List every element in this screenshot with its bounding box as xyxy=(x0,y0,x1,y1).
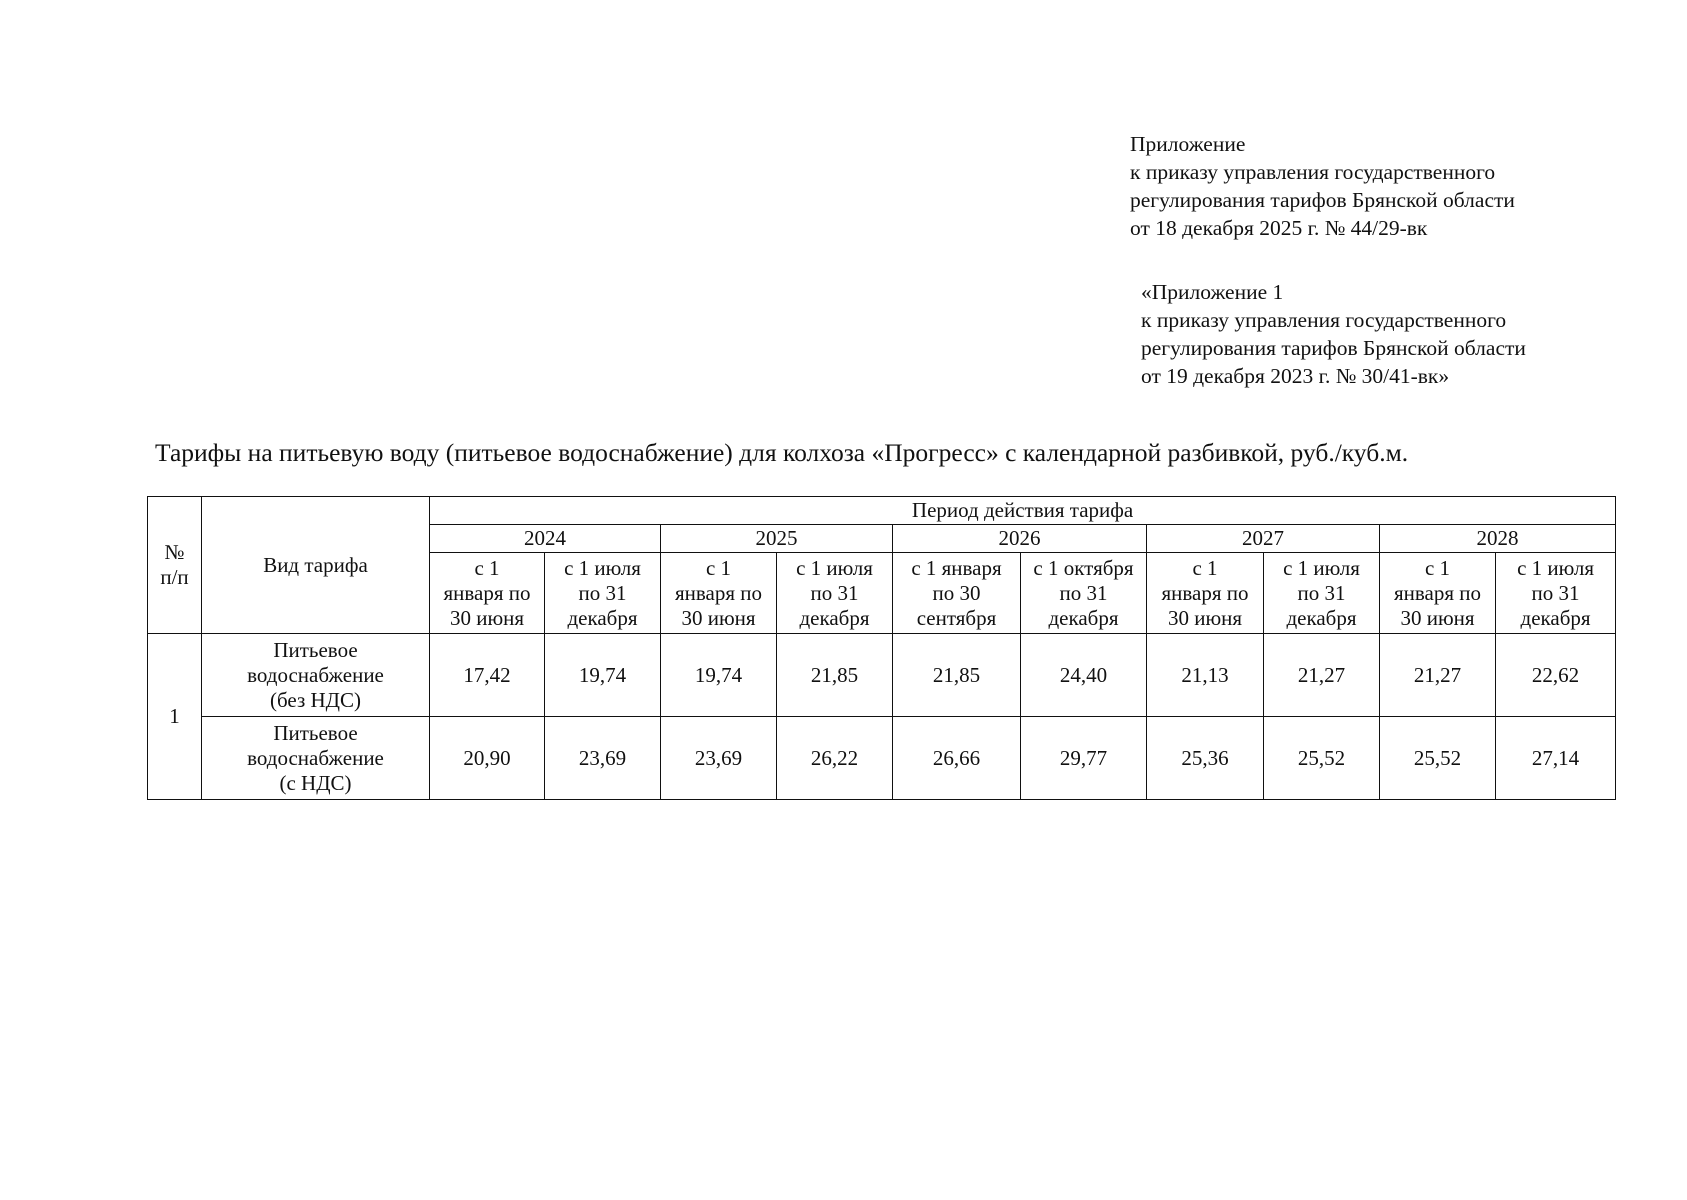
period-line: с 1 июля xyxy=(1283,555,1360,580)
tariff-name-line: Питьевое xyxy=(273,637,358,662)
period-line: сентября xyxy=(916,605,997,630)
period-line: декабря xyxy=(799,605,870,630)
tariff-value: 29,77 xyxy=(1021,717,1147,800)
tariff-value: 21,13 xyxy=(1147,634,1264,717)
period-line: по 30 xyxy=(932,580,981,605)
period-line: с 1 xyxy=(705,555,732,580)
appendix-line: регулирования тарифов Брянской области xyxy=(1130,188,1515,212)
tariff-value: 21,27 xyxy=(1380,634,1496,717)
header-period-cell xyxy=(1496,553,1616,634)
period-line: 30 июня xyxy=(1400,605,1475,630)
header-period-cell xyxy=(1264,553,1380,634)
tariff-table xyxy=(147,496,1616,800)
tariff-name-line: Питьевое xyxy=(273,720,358,745)
period-line: января по xyxy=(1393,580,1481,605)
tariff-name xyxy=(202,634,430,717)
appendix-header xyxy=(1130,130,1515,242)
period-line: с 1 xyxy=(474,555,500,580)
period-line: января по xyxy=(1161,580,1249,605)
header-period-cell xyxy=(777,553,893,634)
tariff-value: 25,52 xyxy=(1264,717,1380,800)
header-number-line: п/п xyxy=(160,565,189,589)
table-row xyxy=(148,634,1616,717)
period-line: по 31 xyxy=(1531,580,1580,605)
period-line: января по xyxy=(443,580,531,605)
period-line: с 1 xyxy=(1192,555,1218,580)
header-period-cell xyxy=(1380,553,1496,634)
tariff-value: 26,66 xyxy=(893,717,1021,800)
header-period-cell xyxy=(430,553,545,634)
period-line: с 1 июля xyxy=(1517,555,1594,580)
tariff-name-line: водоснабжение xyxy=(247,662,384,687)
appendix-line: к приказу управления государственного xyxy=(1130,160,1496,184)
period-line: по 31 xyxy=(1297,580,1346,605)
appendix-line: «Приложение 1 xyxy=(1141,280,1284,304)
previous-appendix-header xyxy=(1141,278,1526,390)
appendix-line: к приказу управления государственного xyxy=(1141,308,1507,332)
appendix-line: от 19 декабря 2023 г. № 30/41-вк» xyxy=(1141,364,1450,388)
appendix-line: регулирования тарифов Брянской области xyxy=(1141,336,1526,360)
period-line: с 1 января xyxy=(911,555,1002,580)
header-period-cell xyxy=(545,553,661,634)
header-period-cell xyxy=(661,553,777,634)
tariff-value: 23,69 xyxy=(545,717,661,800)
period-line: декабря xyxy=(1048,605,1119,630)
row-index: 1 xyxy=(148,634,202,800)
period-line: по 31 xyxy=(1059,580,1108,605)
period-line: декабря xyxy=(1520,605,1591,630)
header-period-cell xyxy=(1147,553,1264,634)
header-period-cell xyxy=(893,553,1021,634)
tariff-value: 21,85 xyxy=(893,634,1021,717)
tariff-value: 19,74 xyxy=(661,634,777,717)
period-line: декабря xyxy=(1286,605,1357,630)
header-year: 2025 xyxy=(661,525,893,553)
header-number xyxy=(148,497,202,634)
appendix-line: от 18 декабря 2025 г. № 44/29-вк xyxy=(1130,216,1428,240)
tariff-value: 23,69 xyxy=(661,717,777,800)
period-line: января по xyxy=(674,580,762,605)
tariff-value: 27,14 xyxy=(1496,717,1616,800)
period-line: 30 июня xyxy=(681,605,756,630)
tariff-value: 21,85 xyxy=(777,634,893,717)
period-line: с 1 xyxy=(1424,555,1451,580)
period-line: с 1 июля xyxy=(796,555,873,580)
tariff-value: 25,36 xyxy=(1147,717,1264,800)
period-line: декабря xyxy=(567,605,638,630)
header-year: 2026 xyxy=(893,525,1147,553)
tariff-name-line: (с НДС) xyxy=(279,770,352,795)
tariff-name-line: (без НДС) xyxy=(269,687,361,712)
header-period: Период действия тарифа xyxy=(430,497,1616,525)
tariff-value: 25,52 xyxy=(1380,717,1496,800)
appendix-line: Приложение xyxy=(1130,132,1246,156)
tariff-value: 22,62 xyxy=(1496,634,1616,717)
tariff-value: 24,40 xyxy=(1021,634,1147,717)
header-year: 2028 xyxy=(1380,525,1616,553)
tariff-value: 26,22 xyxy=(777,717,893,800)
header-year: 2024 xyxy=(430,525,661,553)
header-number-line: № xyxy=(164,540,185,564)
document-title: Тарифы на питьевую воду (питьевое водоснабжение) для колхоза «Прогресс» с календарной разбивкой, руб./куб.м. xyxy=(155,438,1409,467)
tariff-value: 21,27 xyxy=(1264,634,1380,717)
period-line: 30 июня xyxy=(1167,605,1243,630)
table-row xyxy=(148,717,1616,800)
header-year: 2027 xyxy=(1147,525,1380,553)
tariff-value: 19,74 xyxy=(545,634,661,717)
tariff-name xyxy=(202,717,430,800)
period-line: по 31 xyxy=(578,580,627,605)
period-line: 30 июня xyxy=(449,605,525,630)
period-line: с 1 июля xyxy=(564,555,641,580)
period-line: по 31 xyxy=(810,580,859,605)
tariff-value: 20,90 xyxy=(430,717,545,800)
tariff-value: 17,42 xyxy=(430,634,545,717)
tariff-name-line: водоснабжение xyxy=(247,745,384,770)
header-period-cell xyxy=(1021,553,1147,634)
header-tariff-type: Вид тарифа xyxy=(202,497,430,634)
period-line: с 1 октября xyxy=(1033,555,1134,580)
